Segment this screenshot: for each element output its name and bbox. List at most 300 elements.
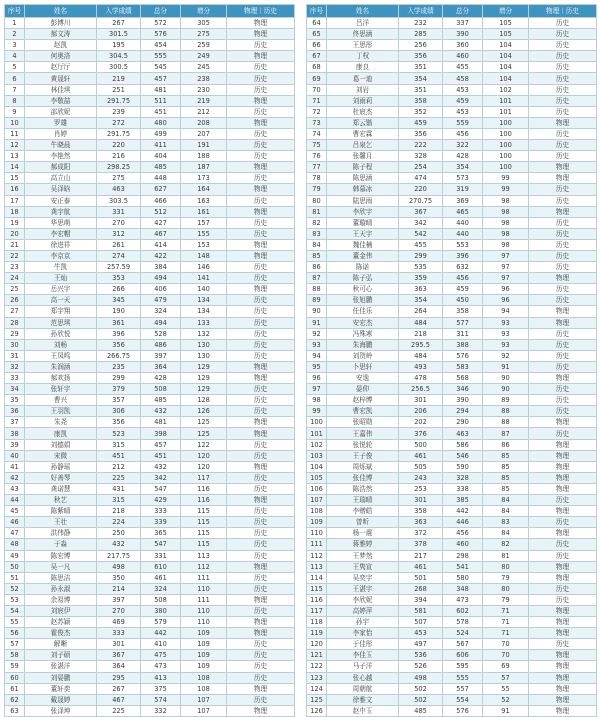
cell-subject-track: 历史 [529, 239, 597, 250]
table-row [5, 262, 295, 273]
cell-index: 36 [5, 406, 25, 417]
cell-index: 89 [307, 295, 327, 306]
cell-index: 99 [307, 406, 327, 417]
cell-name: 吴泽晗 [25, 184, 97, 195]
cell-subject-track: 物理 [227, 18, 295, 29]
cell-total-score: 465 [443, 206, 483, 217]
cell-entry-score: 312 [97, 228, 141, 239]
cell-subject-track: 历史 [227, 672, 295, 683]
cell-score-gain: 157 [181, 217, 227, 228]
cell-score-gain: 90 [483, 384, 529, 395]
cell-entry-score: 467 [97, 694, 141, 705]
cell-entry-score: 328 [399, 151, 443, 162]
cell-name: 王子俊 [327, 450, 399, 461]
header-index: 序号 [5, 5, 25, 18]
cell-entry-score: 225 [97, 705, 141, 716]
table-row [307, 395, 597, 406]
cell-subject-track: 物理 [227, 461, 295, 472]
cell-score-gain: 101 [483, 106, 529, 117]
cell-index: 11 [5, 128, 25, 139]
table-row [5, 18, 295, 29]
cell-name: 周烁斌 [327, 461, 399, 472]
cell-total-score: 553 [443, 239, 483, 250]
table-header-row [5, 5, 295, 18]
table-row [307, 317, 597, 328]
cell-total-score: 568 [443, 373, 483, 384]
cell-index: 100 [307, 417, 327, 428]
cell-name: 安正泰 [25, 195, 97, 206]
cell-total-score: 457 [141, 439, 181, 450]
cell-name: 赵梓博 [327, 395, 399, 406]
cell-total-score: 460 [443, 51, 483, 62]
table-row [5, 295, 295, 306]
cell-index: 59 [5, 661, 25, 672]
cell-subject-track: 历史 [227, 151, 295, 162]
cell-entry-score: 301.5 [97, 29, 141, 40]
cell-name: 张心越 [327, 672, 399, 683]
cell-subject-track: 物理 [529, 173, 597, 184]
cell-entry-score: 493 [399, 361, 443, 372]
cell-entry-score: 342 [399, 217, 443, 228]
table-row [307, 295, 597, 306]
cell-total-score: 632 [443, 262, 483, 273]
table-row [307, 162, 597, 173]
cell-index: 109 [307, 517, 327, 528]
table-row [307, 450, 597, 461]
cell-name: 朱尧 [25, 417, 97, 428]
cell-subject-track: 物理 [529, 650, 597, 661]
cell-score-gain: 116 [181, 495, 227, 506]
cell-index: 15 [5, 173, 25, 184]
cell-score-gain: 238 [181, 73, 227, 84]
table-row [307, 40, 597, 51]
cell-entry-score: 357 [97, 395, 141, 406]
cell-score-gain: 115 [181, 517, 227, 528]
table-row [307, 173, 597, 184]
table-row [5, 461, 295, 472]
cell-subject-track: 历史 [529, 428, 597, 439]
cell-total-score: 485 [141, 162, 181, 173]
table-row [5, 483, 295, 494]
table-row [307, 406, 597, 417]
cell-subject-track: 物理 [529, 273, 597, 284]
cell-subject-track: 历史 [227, 195, 295, 206]
table-row [307, 705, 597, 716]
cell-index: 87 [307, 273, 327, 284]
cell-index: 6 [5, 73, 25, 84]
cell-index: 105 [307, 472, 327, 483]
cell-index: 51 [5, 572, 25, 583]
cell-subject-track: 历史 [227, 339, 295, 350]
cell-index: 60 [5, 672, 25, 683]
cell-subject-track: 物理 [227, 29, 295, 40]
cell-entry-score: 376 [399, 428, 443, 439]
cell-index: 50 [5, 561, 25, 572]
cell-score-gain: 96 [483, 295, 529, 306]
cell-subject-track: 物理 [529, 117, 597, 128]
cell-name: 康良 [327, 62, 399, 73]
cell-index: 61 [5, 683, 25, 694]
cell-score-gain: 71 [483, 628, 529, 639]
table-row [5, 173, 295, 184]
cell-index: 113 [307, 561, 327, 572]
cell-total-score: 322 [443, 140, 483, 151]
table-row [5, 184, 295, 195]
cell-name: 陈子程 [327, 162, 399, 173]
cell-score-gain: 115 [181, 528, 227, 539]
cell-subject-track: 历史 [227, 228, 295, 239]
cell-name: 吕泉乞 [327, 140, 399, 151]
cell-index: 18 [5, 206, 25, 217]
cell-name: 龚宇航 [25, 206, 97, 217]
cell-subject-track: 物理 [529, 461, 597, 472]
cell-name: 张悦轮 [327, 439, 399, 450]
cell-index: 17 [5, 195, 25, 206]
cell-total-score: 479 [141, 295, 181, 306]
cell-score-gain: 104 [483, 62, 529, 73]
cell-name: 董轩奕 [25, 683, 97, 694]
cell-index: 4 [5, 51, 25, 62]
cell-score-gain: 96 [483, 284, 529, 295]
cell-total-score: 467 [141, 228, 181, 239]
cell-index: 10 [5, 117, 25, 128]
cell-entry-score: 345 [97, 295, 141, 306]
table-row [307, 250, 597, 261]
cell-entry-score: 354 [399, 73, 443, 84]
cell-score-gain: 134 [181, 306, 227, 317]
cell-score-gain: 148 [181, 250, 227, 261]
cell-entry-score: 272 [97, 117, 141, 128]
cell-entry-score: 301 [399, 495, 443, 506]
cell-name: 赵厅厅 [25, 62, 97, 73]
cell-name: 陈子弘 [327, 273, 399, 284]
cell-total-score: 610 [141, 561, 181, 572]
score-table-right [306, 4, 597, 717]
cell-total-score: 494 [141, 273, 181, 284]
cell-entry-score: 372 [399, 528, 443, 539]
cell-name: 郑宇翔 [25, 306, 97, 317]
table-row [307, 461, 597, 472]
cell-name: 赵苏颖 [25, 617, 97, 628]
table-row [5, 705, 295, 716]
cell-score-gain: 89 [483, 395, 529, 406]
cell-index: 57 [5, 639, 25, 650]
cell-entry-score: 315 [97, 495, 141, 506]
table-body-right [307, 18, 597, 717]
cell-subject-track: 历史 [529, 62, 597, 73]
cell-subject-track: 历史 [227, 550, 295, 561]
cell-name: 徐进祥 [25, 239, 97, 250]
cell-index: 63 [5, 705, 25, 716]
cell-entry-score: 463 [97, 184, 141, 195]
table-row [5, 428, 295, 439]
cell-entry-score: 535 [399, 262, 443, 273]
cell-total-score: 567 [443, 639, 483, 650]
cell-name: 解晰 [25, 639, 97, 650]
cell-name: 李欣妮 [327, 594, 399, 605]
cell-total-score: 580 [443, 572, 483, 583]
table-row [5, 528, 295, 539]
cell-index: 92 [307, 328, 327, 339]
cell-entry-score: 461 [399, 561, 443, 572]
cell-score-gain: 83 [483, 517, 529, 528]
cell-name: 吕洋 [327, 18, 399, 29]
cell-subject-track: 历史 [529, 262, 597, 273]
cell-index: 42 [5, 472, 25, 483]
cell-name: 朱海鹏 [327, 339, 399, 350]
table-row [307, 184, 597, 195]
cell-entry-score: 266.75 [97, 350, 141, 361]
table-row [5, 306, 295, 317]
cell-score-gain: 71 [483, 617, 529, 628]
cell-name: 赵中玉 [327, 705, 399, 716]
cell-score-gain: 85 [483, 483, 529, 494]
cell-name: 王壮 [25, 517, 97, 528]
header-score-gain: 增分 [181, 5, 227, 18]
cell-index: 25 [5, 284, 25, 295]
cell-total-score: 360 [443, 40, 483, 51]
cell-subject-track: 物理 [227, 51, 295, 62]
cell-entry-score: 195 [97, 40, 141, 51]
cell-score-gain: 110 [181, 583, 227, 594]
cell-index: 115 [307, 583, 327, 594]
cell-entry-score: 358 [399, 506, 443, 517]
cell-score-gain: 70 [483, 650, 529, 661]
cell-index: 79 [307, 184, 327, 195]
cell-subject-track: 物理 [529, 528, 597, 539]
cell-name: 冯殊寒 [327, 328, 399, 339]
cell-index: 76 [307, 151, 327, 162]
cell-subject-track: 历史 [529, 250, 597, 261]
table-row [307, 528, 597, 539]
cell-index: 3 [5, 40, 25, 51]
cell-total-score: 486 [141, 339, 181, 350]
cell-total-score: 404 [141, 151, 181, 162]
cell-entry-score: 453 [399, 628, 443, 639]
table-row [5, 128, 295, 139]
cell-entry-score: 239 [97, 106, 141, 117]
cell-total-score: 576 [141, 29, 181, 40]
cell-score-gain: 69 [483, 661, 529, 672]
cell-entry-score: 190 [97, 306, 141, 317]
cell-total-score: 528 [141, 328, 181, 339]
header-score-gain: 增分 [483, 5, 529, 18]
cell-index: 62 [5, 694, 25, 705]
cell-subject-track: 历史 [529, 51, 597, 62]
cell-index: 16 [5, 184, 25, 195]
cell-index: 95 [307, 361, 327, 372]
table-row [307, 350, 597, 361]
cell-total-score: 339 [141, 517, 181, 528]
cell-score-gain: 104 [483, 73, 529, 84]
table-row [5, 217, 295, 228]
table-row [5, 495, 295, 506]
cell-entry-score: 351 [399, 84, 443, 95]
cell-name: 郝文涛 [25, 29, 97, 40]
cell-name: 彭博川 [25, 18, 97, 29]
header-entry-score: 入学成绩 [399, 5, 443, 18]
cell-entry-score: 301 [97, 639, 141, 650]
cell-total-score: 364 [141, 361, 181, 372]
table-row [5, 206, 295, 217]
cell-total-score: 466 [141, 195, 181, 206]
cell-subject-track: 历史 [227, 306, 295, 317]
cell-score-gain: 109 [181, 639, 227, 650]
cell-total-score: 369 [443, 195, 483, 206]
table-row [307, 62, 597, 73]
cell-entry-score: 270 [97, 217, 141, 228]
cell-subject-track: 历史 [529, 284, 597, 295]
cell-total-score: 442 [141, 628, 181, 639]
table-row [5, 628, 295, 639]
table-row [5, 62, 295, 73]
cell-score-gain: 91 [483, 705, 529, 716]
cell-name: 赵凯 [25, 40, 97, 51]
cell-score-gain: 92 [483, 350, 529, 361]
cell-name: 孙永淑 [25, 583, 97, 594]
cell-name: 丁权 [327, 51, 399, 62]
cell-subject-track: 物理 [227, 361, 295, 372]
cell-total-score: 428 [141, 373, 181, 384]
cell-entry-score: 266 [97, 284, 141, 295]
table-row [5, 373, 295, 384]
cell-subject-track: 历史 [227, 517, 295, 528]
cell-index: 66 [307, 40, 327, 51]
cell-score-gain: 134 [181, 295, 227, 306]
cell-score-gain: 84 [483, 528, 529, 539]
cell-index: 121 [307, 650, 327, 661]
cell-index: 9 [5, 106, 25, 117]
cell-entry-score: 235 [97, 361, 141, 372]
cell-subject-track: 历史 [227, 639, 295, 650]
cell-name: 李京京 [25, 250, 97, 261]
cell-total-score: 524 [443, 628, 483, 639]
cell-name: 任佳乐 [327, 306, 399, 317]
cell-subject-track: 历史 [529, 184, 597, 195]
cell-subject-track: 历史 [529, 639, 597, 650]
cell-entry-score: 202 [399, 417, 443, 428]
table-row [307, 106, 597, 117]
cell-subject-track: 历史 [227, 395, 295, 406]
cell-name: 郝成阳 [25, 162, 97, 173]
table-row [5, 361, 295, 372]
cell-subject-track: 物理 [529, 628, 597, 639]
cell-score-gain: 100 [483, 162, 529, 173]
cell-subject-track: 物理 [529, 439, 597, 450]
cell-score-gain: 107 [181, 705, 227, 716]
cell-total-score: 459 [443, 284, 483, 295]
table-row [307, 639, 597, 650]
cell-subject-track: 历史 [529, 517, 597, 528]
cell-score-gain: 120 [181, 461, 227, 472]
cell-name: 曹宏霖 [327, 128, 399, 139]
cell-score-gain: 102 [483, 84, 529, 95]
cell-score-gain: 81 [483, 550, 529, 561]
cell-name: 黄晟轩 [25, 73, 97, 84]
cell-index: 102 [307, 439, 327, 450]
cell-subject-track: 历史 [529, 95, 597, 106]
cell-subject-track: 物理 [529, 694, 597, 705]
cell-index: 28 [5, 317, 25, 328]
cell-subject-track: 历史 [529, 228, 597, 239]
cell-name: 高一天 [25, 295, 97, 306]
table-row [5, 583, 295, 594]
cell-entry-score: 225 [97, 472, 141, 483]
cell-index: 97 [307, 384, 327, 395]
cell-total-score: 397 [141, 350, 181, 361]
cell-total-score: 481 [141, 417, 181, 428]
cell-name: 好善琴 [25, 472, 97, 483]
table-row [307, 650, 597, 661]
cell-index: 91 [307, 317, 327, 328]
cell-score-gain: 80 [483, 583, 529, 594]
cell-name: 卜思轩 [327, 361, 399, 372]
cell-score-gain: 219 [181, 95, 227, 106]
cell-entry-score: 498 [399, 672, 443, 683]
cell-entry-score: 367 [97, 650, 141, 661]
table-row [5, 228, 295, 239]
cell-entry-score: 254 [399, 162, 443, 173]
cell-index: 8 [5, 95, 25, 106]
cell-subject-track: 历史 [529, 40, 597, 51]
cell-index: 33 [5, 373, 25, 384]
cell-name: 范思琪 [25, 317, 97, 328]
table-row [5, 661, 295, 672]
table-row [307, 128, 597, 139]
table-row [307, 328, 597, 339]
table-row [307, 206, 597, 217]
cell-total-score: 455 [443, 62, 483, 73]
cell-subject-track: 历史 [529, 140, 597, 151]
cell-entry-score: 232 [399, 18, 443, 29]
cell-subject-track: 物理 [529, 572, 597, 583]
cell-name: 刘德娟 [25, 439, 97, 450]
cell-score-gain: 70 [483, 639, 529, 650]
cell-score-gain: 98 [483, 239, 529, 250]
cell-index: 125 [307, 694, 327, 705]
cell-index: 12 [5, 140, 25, 151]
cell-name: 周朝航 [327, 683, 399, 694]
table-row [307, 384, 597, 395]
cell-total-score: 473 [443, 594, 483, 605]
cell-total-score: 398 [141, 428, 181, 439]
cell-index: 82 [307, 217, 327, 228]
cell-total-score: 331 [141, 550, 181, 561]
cell-name: 郑云锴 [327, 117, 399, 128]
cell-total-score: 485 [141, 395, 181, 406]
cell-total-score: 432 [141, 461, 181, 472]
cell-entry-score: 243 [399, 472, 443, 483]
cell-name: 晏仰 [327, 384, 399, 395]
cell-total-score: 406 [141, 284, 181, 295]
cell-subject-track: 历史 [227, 273, 295, 284]
cell-total-score: 451 [141, 450, 181, 461]
cell-score-gain: 94 [483, 306, 529, 317]
cell-name: 于淼 [25, 539, 97, 550]
cell-score-gain: 100 [483, 117, 529, 128]
table-row [5, 617, 295, 628]
cell-name: 刘宸伊 [25, 605, 97, 616]
cell-score-gain: 79 [483, 594, 529, 605]
cell-entry-score: 451 [97, 450, 141, 461]
cell-entry-score: 432 [97, 539, 141, 550]
cell-index: 67 [307, 51, 327, 62]
cell-total-score: 554 [443, 694, 483, 705]
table-body-left [5, 18, 295, 717]
cell-name: 陈宏博 [25, 550, 97, 561]
table-row [307, 117, 597, 128]
cell-score-gain: 52 [483, 694, 529, 705]
